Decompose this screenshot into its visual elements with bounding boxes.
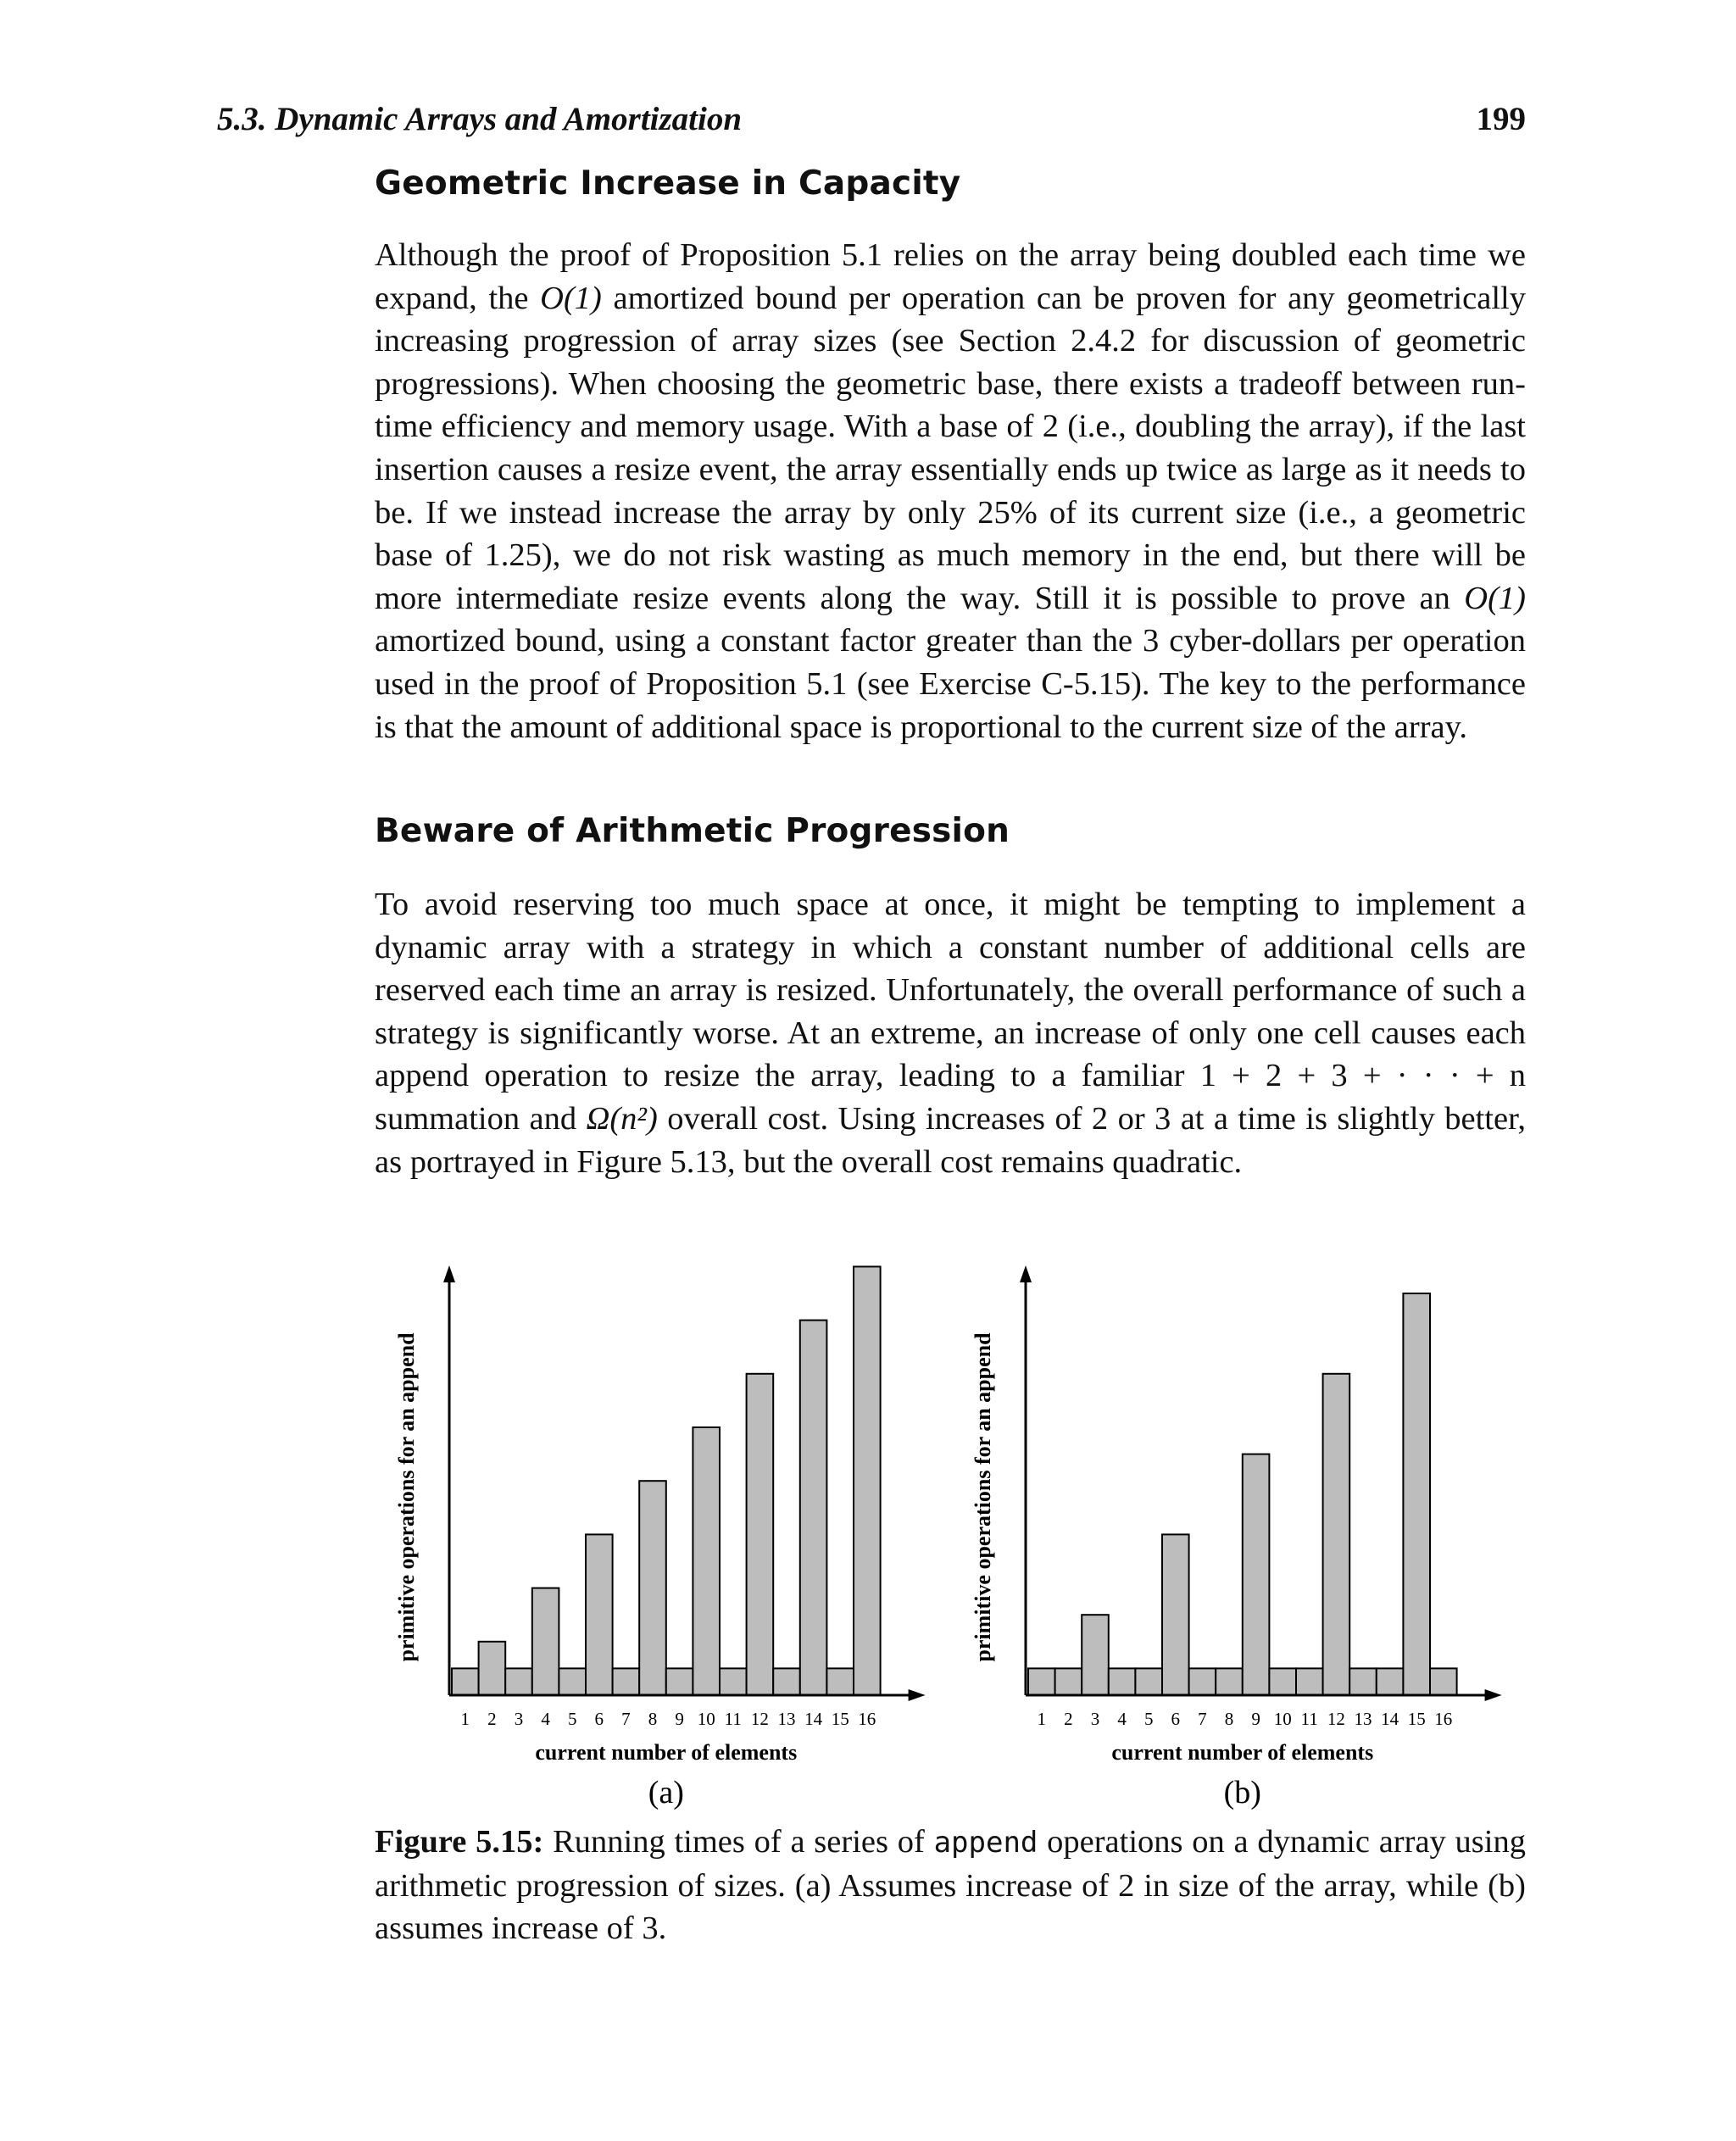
panel-b-bar [1349, 1668, 1377, 1695]
panel-a-bar [693, 1427, 720, 1695]
panel-a-tick-label: 15 [831, 1709, 849, 1729]
paragraph-arithmetic-progression [375, 883, 1526, 1183]
running-head [217, 100, 1526, 142]
section-heading-arithmetic: Beware of Arithmetic Progression [375, 812, 1010, 850]
paragraph-text: overall cost. Using increases of 2 or 3 at a time is slightly better, as portrayed in Figure 5.13, but the overall cost remains quadratic. [375, 1100, 1526, 1180]
panel-a-tick-label: 7 [621, 1709, 631, 1729]
math-big-o: O(1) [540, 280, 602, 316]
panel-a-bar [559, 1668, 586, 1695]
panel-b-label: (b) [1223, 1775, 1261, 1810]
panel-a-bar [586, 1534, 613, 1695]
panel-b-y-axis-arrow [1020, 1265, 1032, 1282]
figure-charts [375, 1250, 1526, 1827]
panel-b-bar [1296, 1668, 1323, 1695]
panel-b-tick-label: 7 [1198, 1709, 1207, 1729]
panel-b-x-axis-arrow [1485, 1689, 1502, 1701]
figure-5-15 [375, 1250, 1526, 1860]
panel-b-bar [1082, 1615, 1109, 1695]
panel-b-bar [1403, 1293, 1430, 1695]
caption-code: append [933, 1826, 1038, 1860]
panel-a-bar [505, 1668, 532, 1695]
panel-a-tick-label: 2 [487, 1709, 497, 1729]
panel-a-tick-label: 13 [777, 1709, 796, 1729]
panel-a-bar [639, 1481, 666, 1695]
panel-a-bar [613, 1668, 640, 1695]
panel-a-label: (a) [648, 1775, 684, 1810]
panel-b-bar [1243, 1454, 1270, 1695]
panel-b-tick-label: 2 [1064, 1709, 1073, 1729]
paragraph-text: Although the proof of Proposition 5.1 relies on the array being doubled each time we expand, the [375, 237, 1526, 316]
panel-a-y-label: primitive operations for an append [394, 1332, 419, 1662]
paragraph-geometric-increase [375, 234, 1526, 748]
panel-a-tick-label: 8 [648, 1709, 658, 1729]
math-summation: 1 + 2 + 3 + · · · + n [1199, 1058, 1526, 1094]
panel-a-tick-label: 14 [804, 1709, 823, 1729]
panel-a-tick-label: 16 [858, 1709, 876, 1729]
panel-b-tick-label: 15 [1407, 1709, 1426, 1729]
panel-b-bar [1135, 1668, 1162, 1695]
paragraph-text: amortized bound, using a constant factor greater than the 3 cyber-dollars per operation used in the proof of Proposition 5.1 (see Exercise C-5.15). The key to the performance is that the amount of additional space is proportional to the current size of the array. [375, 623, 1526, 745]
paragraph-text: amortized bound per operation can be proven for any geometrically increasing progression of array sizes (see Section 2.4.2 for discussion of geometric progressions). When choosing the geometric base, there exists a tradeoff between run-time efficiency and memory usage. With a base of 2 (i.e., doubling the array), if the last insertion causes a resize event, the array essentially ends up twice as large as it needs to be. If we instead increase the array by only 25% of its current size (i.e., a geometric base of 1.25), we do not risk wasting as much memory in the end, but there will be more intermediate resize events along the way. Still it is possible to prove an [375, 280, 1526, 616]
math-big-o: O(1) [1464, 580, 1526, 616]
panel-b-tick-label: 11 [1300, 1709, 1318, 1729]
panel-b-tick-label: 5 [1143, 1709, 1154, 1729]
panel-a-tick-label: 12 [750, 1709, 769, 1729]
panel-a-tick-label: 5 [567, 1709, 577, 1729]
panel-a-tick-label: 1 [460, 1709, 470, 1729]
panel-b-y-label: primitive operations for an append [971, 1332, 995, 1662]
panel-a-bar [666, 1668, 693, 1695]
panel-b-bar [1269, 1668, 1296, 1695]
panel-b-bar [1377, 1668, 1404, 1695]
panel-a-x-label: current number of elements [535, 1740, 798, 1765]
running-head-title: 5.3. Dynamic Arrays and Amortization [217, 101, 743, 137]
panel-a-tick-label: 6 [594, 1709, 604, 1729]
panel-a-bar [854, 1266, 881, 1695]
panel-b-tick-label: 4 [1117, 1709, 1127, 1729]
panel-a-bar [826, 1668, 854, 1695]
panel-a-bar [720, 1668, 747, 1695]
panel-b-tick-label: 16 [1434, 1709, 1453, 1729]
figure-caption [375, 1821, 1526, 1950]
panel-a-bar [452, 1668, 479, 1695]
math-omega: Ω(n²) [586, 1100, 658, 1137]
panel-b-bar [1162, 1534, 1189, 1695]
panel-a-tick-label: 3 [514, 1709, 524, 1729]
panel-a-tick-label: 11 [724, 1709, 742, 1729]
caption-text: Running times of a series of [543, 1824, 934, 1860]
panel-b-tick-label: 8 [1224, 1709, 1234, 1729]
panel-a-y-axis-arrow [443, 1265, 455, 1282]
panel-b-bar [1028, 1668, 1055, 1695]
panel-a-bar [532, 1588, 559, 1695]
panel-b-tick-label: 10 [1273, 1709, 1292, 1729]
panel-a-bar [800, 1321, 827, 1695]
panel-a-tick-label: 4 [541, 1709, 550, 1729]
section-heading-geometric: Geometric Increase in Capacity [375, 164, 961, 203]
paragraph-text: summation and [375, 1100, 587, 1137]
panel-a-bar [773, 1668, 800, 1695]
panel-b-bar [1109, 1668, 1136, 1695]
panel-b-tick-label: 1 [1037, 1709, 1047, 1729]
panel-a-tick-label: 9 [675, 1709, 684, 1729]
caption-text: operations on a dynamic array using arithmetic progression of sizes. (a) Assumes increase of 2 in size of the array, while (b) assumes increase of 3. [375, 1824, 1526, 1947]
panel-b-tick-label: 13 [1354, 1709, 1372, 1729]
panel-b-bar [1430, 1668, 1457, 1695]
panel-b-tick-label: 9 [1251, 1709, 1260, 1729]
panel-a-bar [479, 1642, 506, 1695]
panel-a-bar [747, 1374, 774, 1695]
panel-a-x-axis-arrow [909, 1689, 926, 1701]
panel-b-tick-label: 12 [1327, 1709, 1345, 1729]
paragraph-text: To avoid reserving too much space at once, it might be tempting to implement a dynamic array with a strategy in which a constant number of additional cells are reserved each time an array is resized. Unfortunately, the overall performance of such a strategy is significantly worse. At an extreme, an increase of only one cell causes each append operation to resize the array, leading to a familiar [375, 887, 1526, 1094]
panel-b-tick-label: 6 [1171, 1709, 1181, 1729]
panel-a-tick-label: 10 [697, 1709, 715, 1729]
panel-b-bar [1189, 1668, 1216, 1695]
panel-b-bar [1216, 1668, 1243, 1695]
panel-b-bar [1323, 1374, 1350, 1695]
panel-b-tick-label: 3 [1090, 1709, 1100, 1729]
panel-b-x-label: current number of elements [1111, 1740, 1374, 1765]
page-number: 199 [1476, 101, 1526, 137]
panel-b-tick-label: 14 [1381, 1709, 1399, 1729]
caption-label: Figure 5.15: [375, 1824, 544, 1860]
panel-b-bar [1055, 1668, 1082, 1695]
